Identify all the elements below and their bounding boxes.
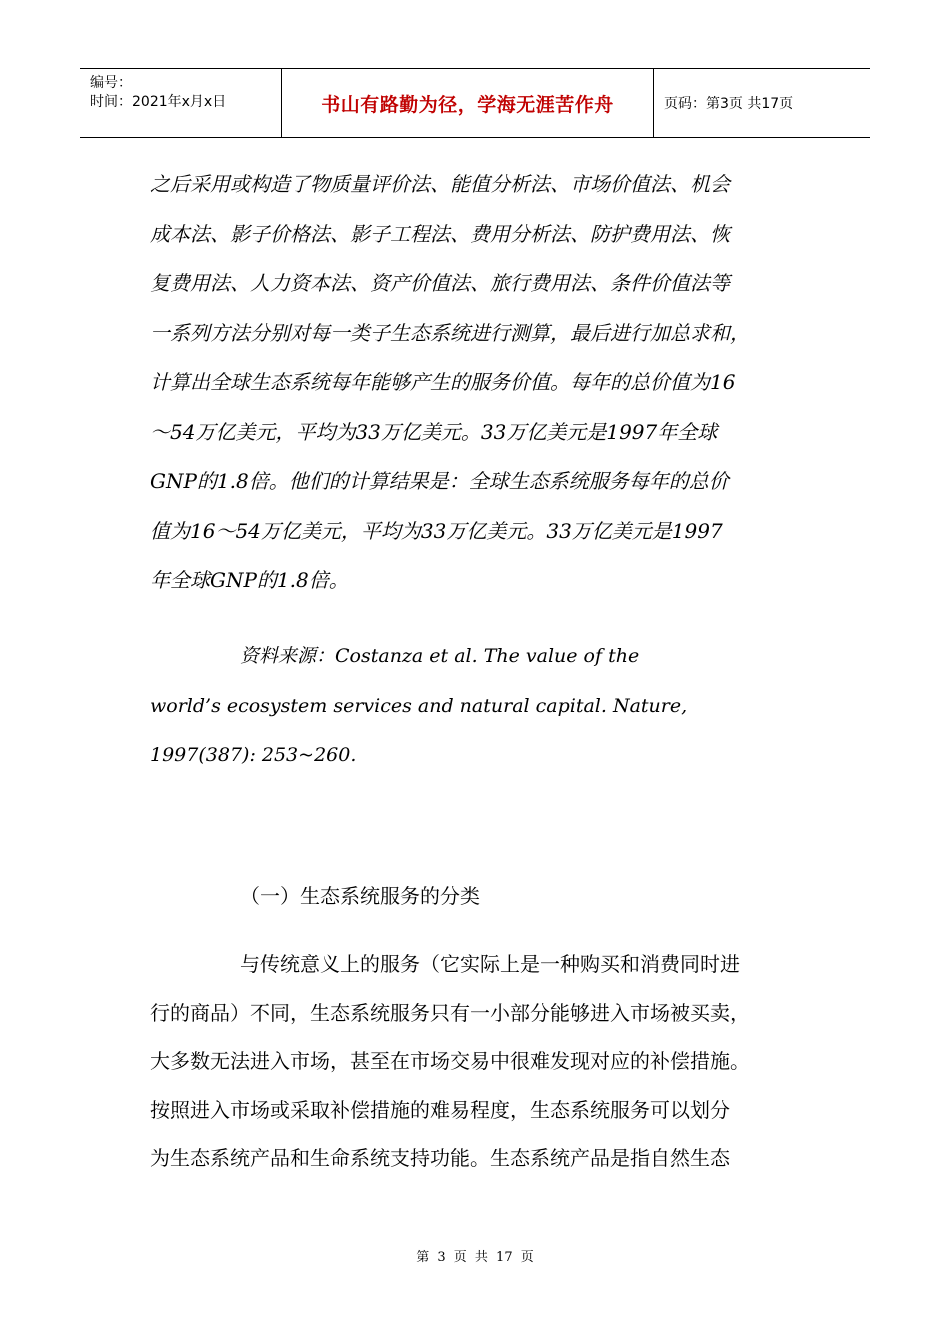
body-paragraph	[150, 940, 815, 1183]
header-page-cell	[654, 69, 870, 137]
source-citation	[150, 632, 815, 781]
citation-line: 资料来源：Costanza et al. The value of the	[240, 645, 640, 667]
header-motto: 书山有路勤为径，学海无涯苦作舟	[321, 93, 614, 116]
paragraph-line: ～54万亿美元，平均为33万亿美元。33万亿美元是1997年全球	[150, 419, 718, 444]
paragraph-line: 之后采用或构造了物质量评价法、能值分析法、市场价值法、机会	[150, 172, 730, 196]
paragraph-line: 复费用法、人力资本法、资产价值法、旅行费用法、条件价值法等	[150, 271, 730, 295]
paragraph-line: 与传统意义上的服务（它实际上是一种购买和消费同时进	[240, 952, 740, 976]
paragraph-line: GNP的1.8倍。他们的计算结果是：全球生态系统服务每年的总价	[150, 469, 729, 493]
header-page-code: 页码：第3页 共17页	[664, 96, 794, 112]
citation-line: world’s ecosystem services and natural capital. Nature,	[150, 694, 688, 717]
paragraph-line: 行的商品）不同，生态系统服务只有一小部分能够进入市场被买卖，	[150, 1000, 750, 1025]
section-heading: （一）生态系统服务的分类	[240, 884, 480, 908]
header-meta-cell	[80, 69, 282, 137]
paragraph-line: 年全球GNP的1.8倍。	[150, 568, 349, 592]
date-label: 时间：2021年x月x日	[90, 94, 227, 110]
paragraph-line: 为生态系统产品和生命系统支持功能。生态系统产品是指自然生态	[150, 1146, 730, 1170]
serial-label: 编号：	[90, 75, 132, 91]
paragraph-line: 按照进入市场或采取补偿措施的难易程度，生态系统服务可以划分	[150, 1097, 730, 1122]
paragraph-line: 成本法、影子价格法、影子工程法、费用分析法、防护费用法、恢	[150, 221, 730, 246]
document-header	[80, 68, 870, 138]
citation-line: 1997(387): 253~260.	[150, 744, 357, 766]
italic-paragraph	[150, 160, 815, 606]
page-footer: 第 3 页 共 17 页	[416, 1250, 534, 1265]
paragraph-line: 值为16～54万亿美元，平均为33万亿美元。33万亿美元是1997	[150, 518, 723, 543]
header-motto-cell	[282, 69, 654, 137]
paragraph-line: 计算出全球生态系统每年能够产生的服务价值。每年的总价值为16	[150, 370, 736, 394]
paragraph-line: 大多数无法进入市场，甚至在市场交易中很难发现对应的补偿措施。	[150, 1049, 750, 1073]
paragraph-line: 一系列方法分别对每一类子生态系统进行测算，最后进行加总求和，	[150, 320, 750, 345]
